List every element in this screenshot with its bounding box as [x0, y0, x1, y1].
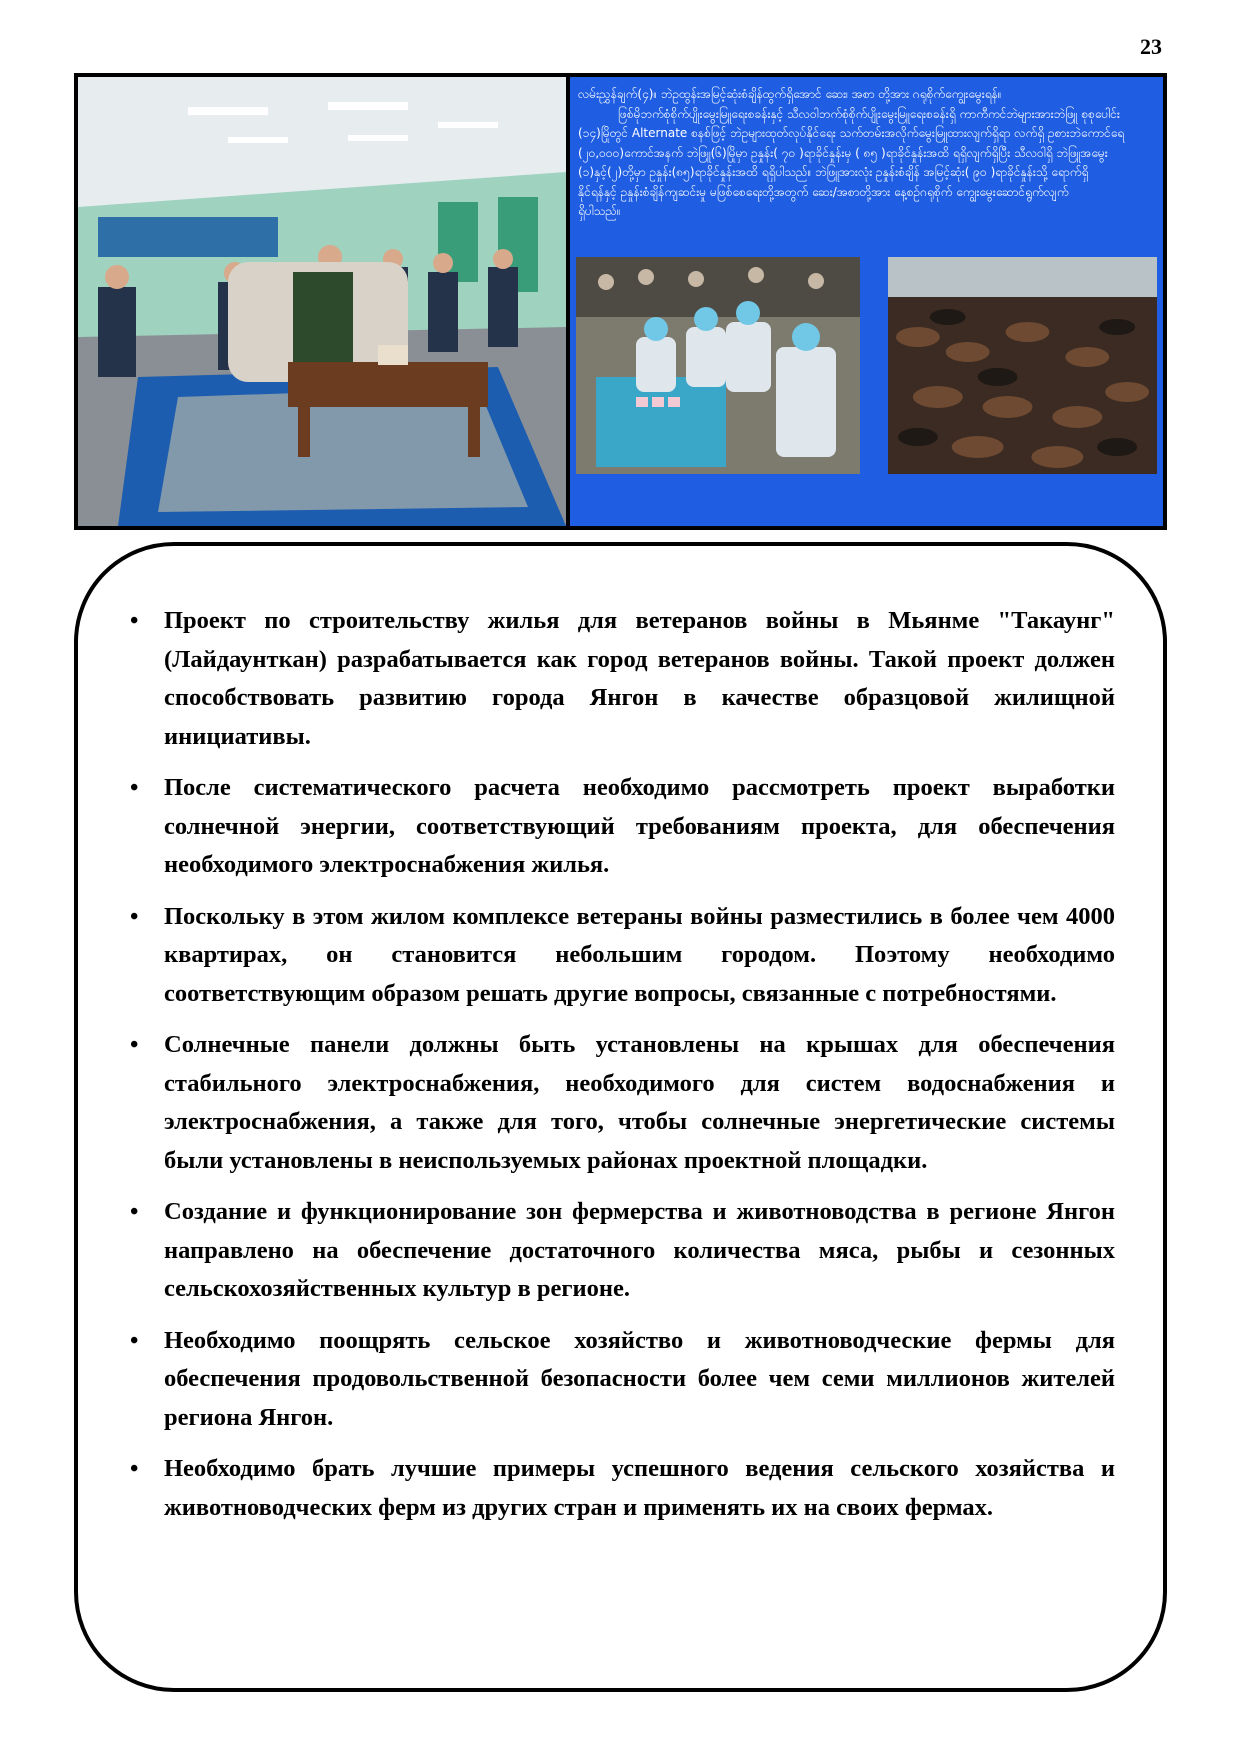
- list-item: [126, 898, 1115, 1014]
- bullet-icon: •: [130, 775, 139, 801]
- slide-line: နိုင်ရန်နှင့် ဥနှုန်းစံချိန်ကျဆင်းမှု မဖြစ်စေရေးတို့အတွက် ဆေး/အစာတို့အား နေ့စဉ်ဂရုစိုက် ကျွေးမွေးဆောင်ရွက်လျက်: [578, 184, 1069, 199]
- slide-text: [578, 85, 1155, 222]
- bullet-list: [126, 602, 1115, 1540]
- list-item: [126, 1026, 1115, 1180]
- bullet-icon: •: [130, 1199, 139, 1225]
- bullet-text: Солнечные панели должны быть установлены на крышах для обеспечения стабильного электроснабжения, необходимого для систем водоснабжения и электроснабжения, а также для того, чтобы солнечные энергетические системы были установлены в неиспользуемых районах проектной площадки.: [164, 1031, 1115, 1174]
- slide-line: (၁၄)မြိုတွင် Alternate စနစ်ဖြင့် ဘဲဥများထုတ်လုပ်နိုင်ရေး သက်တမ်းအလိုက်မွေးမြူထားလျက်ရှိရာ လက်ရှိ ဥစားဘဲကောင်ရေ: [578, 126, 1125, 140]
- ducks-photo: [888, 257, 1157, 474]
- bullet-text: Создание и функционирование зон фермерства и животноводства в регионе Янгон направлено на обеспечение достаточного количества мяса, рыбы и сезонных сельскохозяйственных культур в регионе.: [164, 1198, 1115, 1302]
- list-item: [126, 1450, 1115, 1527]
- workers-photo: [576, 257, 860, 474]
- bullet-icon: •: [130, 1327, 139, 1354]
- bullet-icon: •: [130, 1032, 139, 1058]
- meeting-photo: [78, 77, 566, 526]
- bullet-text: Необходимо брать лучшие примеры успешного ведения сельского хозяйства и животноводческих ферм из других стран и применять их на своих фермах.: [164, 1455, 1115, 1521]
- bullet-text: Необходимо поощрять сельское хозяйство и животноводческие фермы для обеспечения продовольственной безопасности более чем семи миллионов жителей региона Янгон.: [164, 1326, 1115, 1431]
- slide-line: ဖြစ်မိုဘက်စုံစိုက်ပျိုးမွေးမြူရေးစခန်းနှင့် သီလဝါဘက်စုံစိုက်ပျိုးမွေးမြူရေးစခန်းရှိ ကာကီကင်ဘဲများအားဘဲဖြူ စုစုပေါင်း: [618, 106, 1120, 121]
- slide-line: လမ်းညွှန်ချက်(၄)။ ဘဲဥထွန်းအမြင့်ဆုံးစံချိန်ထွက်ရှိအောင် ဆေး၊ အစာ တို့အား ဂရုစိုက်ကျွေးမွေးရန်။: [578, 87, 1002, 101]
- content-box: [74, 542, 1167, 1692]
- bullet-icon: •: [130, 1456, 139, 1482]
- bullet-icon: •: [130, 903, 139, 930]
- presentation-slide: [570, 77, 1163, 526]
- bullet-text: После систематического расчета необходимо рассмотреть проект выработки солнечной энергии, соответствующий требованиям проекта, для обеспечения необходимого электроснабжения жилья.: [164, 774, 1115, 878]
- bullet-text: Поскольку в этом жилом комплексе ветераны войны разместились в более чем 4000 квартирах, он становится небольшим городом. Поэтому необходимо соответствующим образом решать другие вопросы, связанные с потребностями.: [164, 902, 1115, 1007]
- slide-line: (၂၀,၀၀၀)ကောင်အနက် ဘဲဖြူ(၆)မြိုမှာ ဥနှုန်း( ၇၀ )ရာခိုင်နှုန်းမှ ( ၈၅ )ရာခိုင်နှုန်းအထိ ရရှိလျက်ရှိပြီး သီလဝါရှိ ဘဲဖြူအမွေး: [578, 145, 1108, 160]
- bullet-text: Проект по строительству жилья для ветеранов войны в Мьянме "Такаунг" (Лайдаунткан) разрабатывается как город ветеранов войны. Такой проект должен способствовать развитию города Янгон в качестве образцовой жилищной инициативы.: [164, 607, 1115, 750]
- page-number: 23: [1140, 34, 1162, 59]
- slide-line: (၁)နှင့်(၂)တို့မှာ ဥနှုန်း(၈၅)ရာခိုင်နှုန်းအထိ ရရှိပါသည်။ ဘဲဖြူအားလုံး ဥနှုန်းစံချိန် အမြင့်ဆုံး( ၉၀ )ရာခိုင်နှုန်းသို့ ရောက်ရှိ: [578, 165, 1089, 179]
- bullet-icon: •: [130, 608, 139, 634]
- slide-line: ရှိပါသည်။: [578, 204, 621, 218]
- list-item: [126, 769, 1115, 885]
- list-item: [126, 602, 1115, 756]
- list-item: [126, 1193, 1115, 1309]
- list-item: [126, 1322, 1115, 1438]
- photo-strip: [74, 73, 1167, 530]
